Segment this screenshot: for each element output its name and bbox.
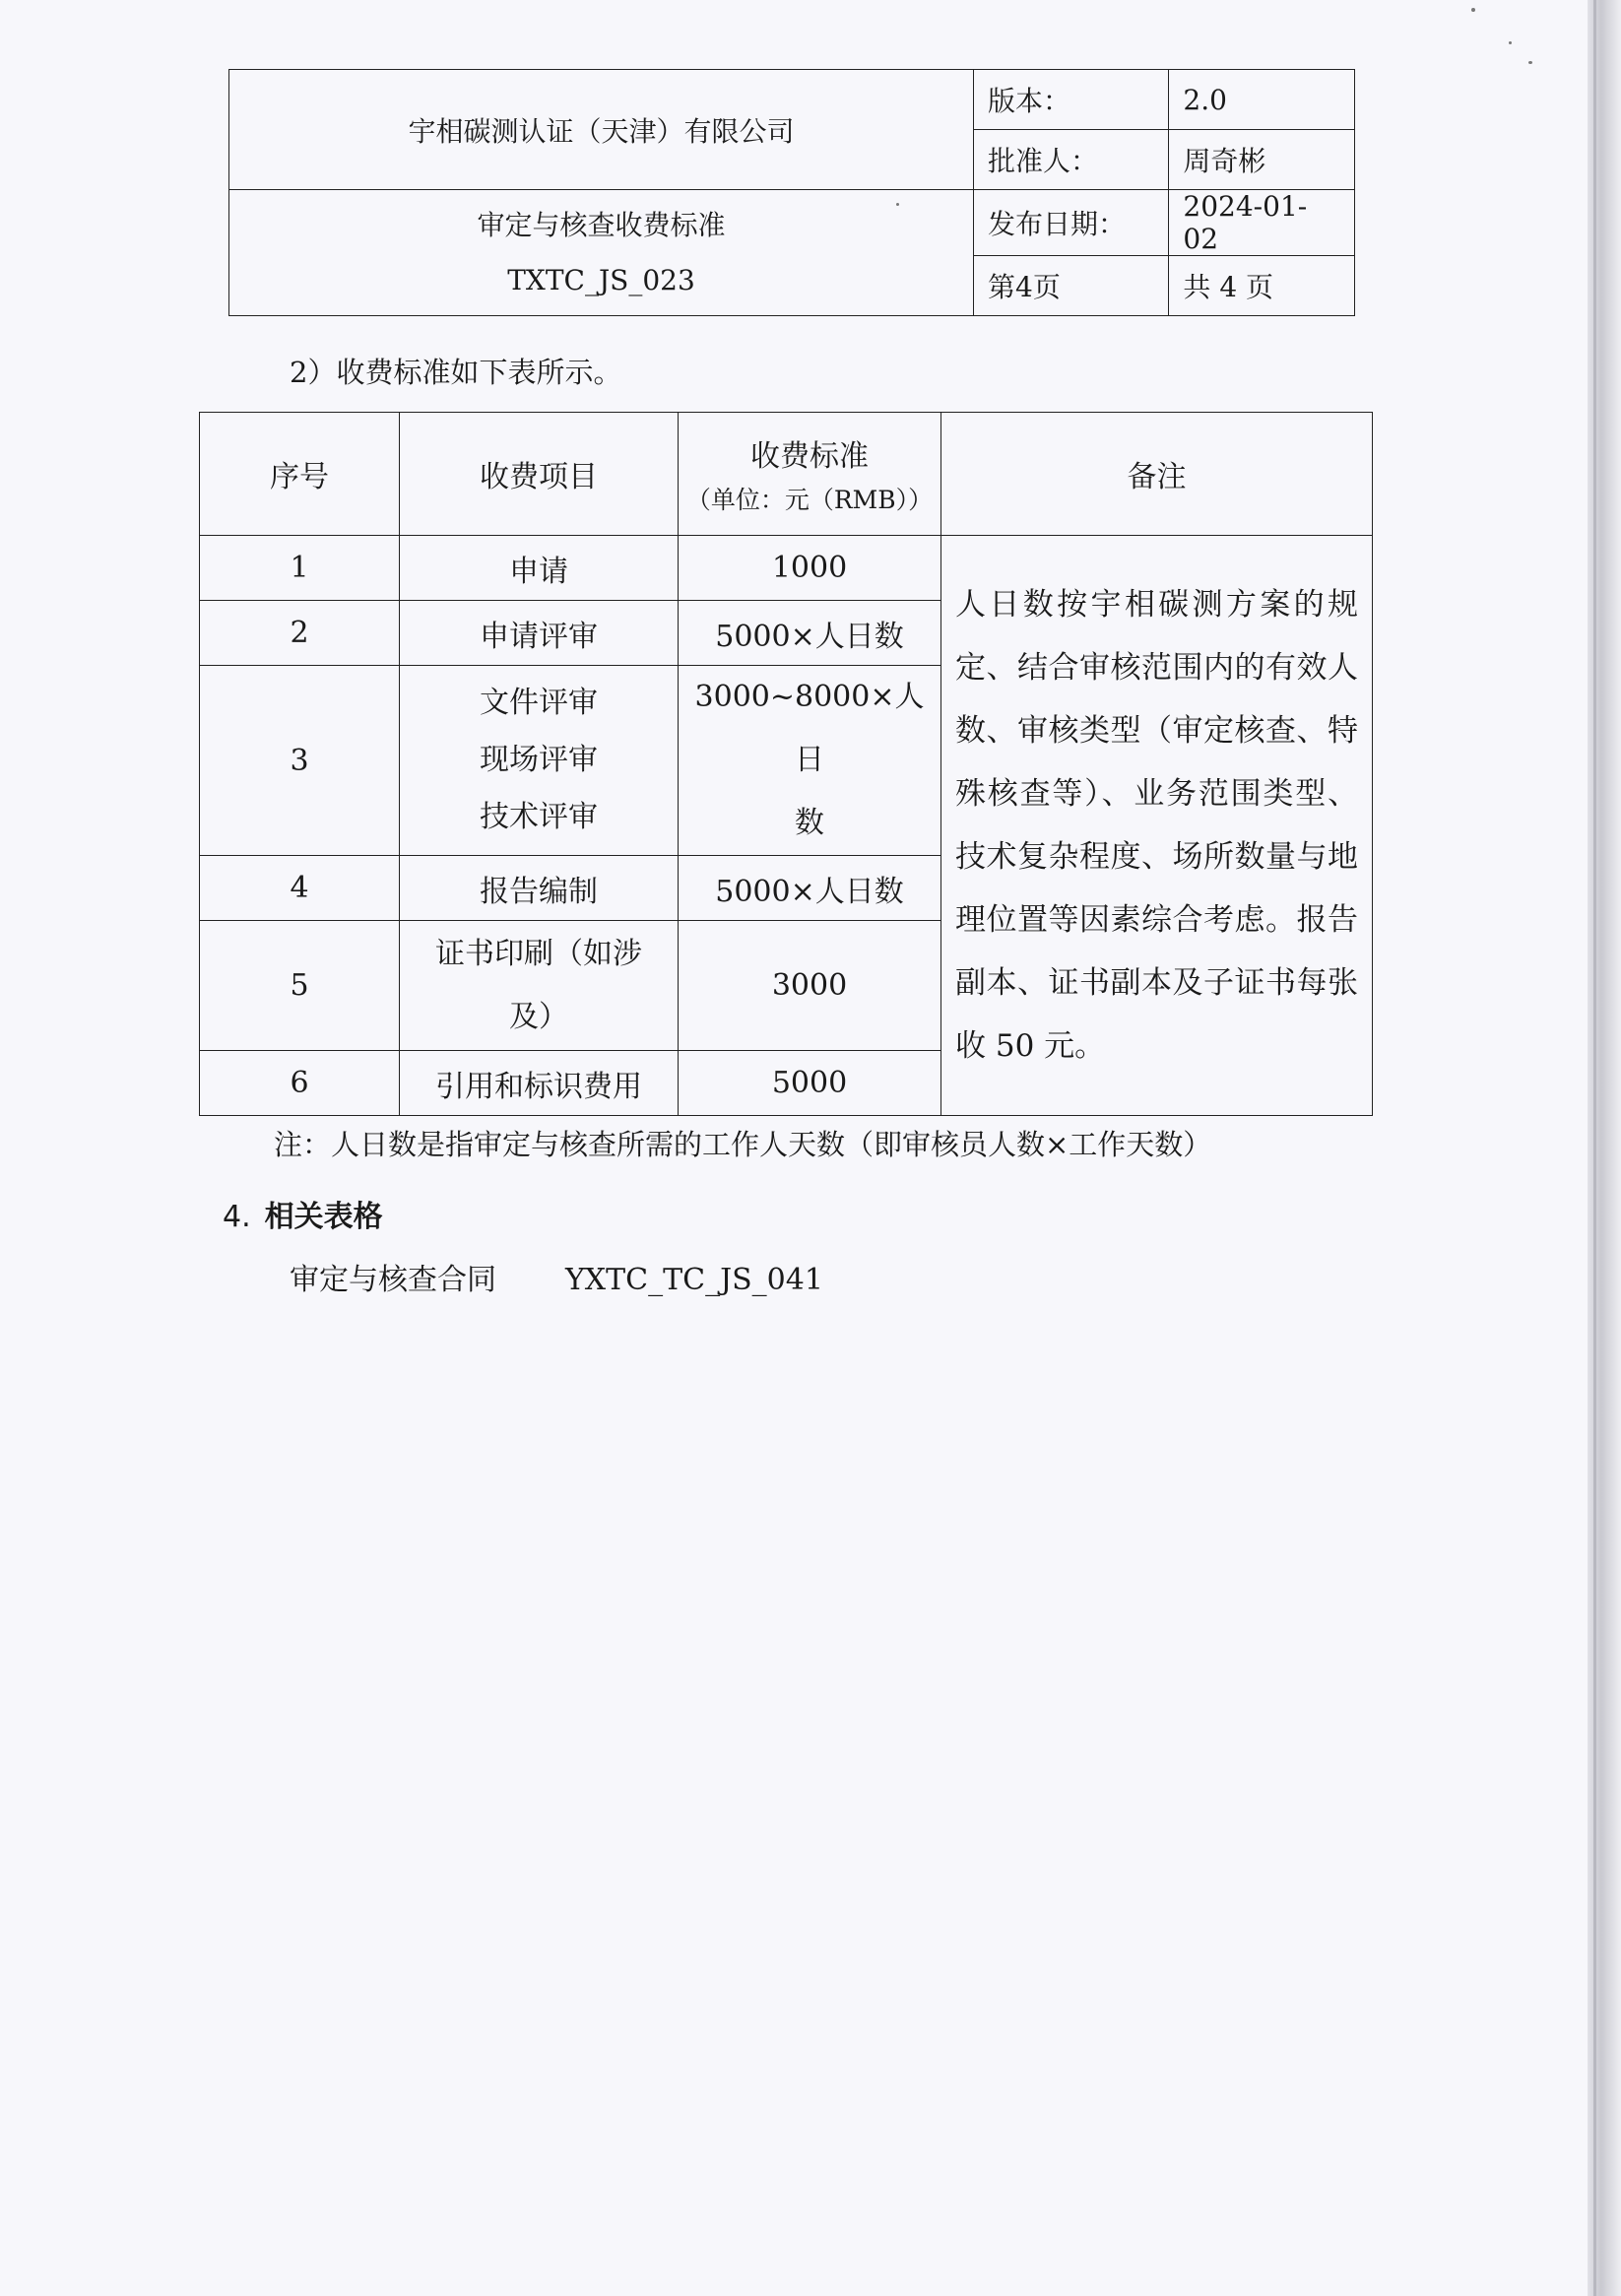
row-standard: 3000 [679, 921, 941, 1051]
row-standard-line: 数 [795, 806, 824, 840]
row-standard: 1000 [679, 536, 941, 601]
section-title: 相关表格 [264, 1200, 383, 1234]
row-standard: 5000 [679, 1051, 941, 1116]
header-remark: 备注 [941, 413, 1373, 536]
header-standard-unit: （单位：元（RMB）） [685, 486, 934, 514]
row-item: 报告编制 [400, 856, 679, 921]
row-standard-line: 3000~8000×人日 [694, 680, 925, 777]
version-value: 2.0 [1169, 70, 1355, 130]
related-form-name: 审定与核查合同 [290, 1263, 496, 1297]
header-item: 收费项目 [400, 413, 679, 536]
intro-text: 2）收费标准如下表所示。 [290, 356, 622, 389]
row-item-line: 技术评审 [480, 800, 598, 834]
row-item-line: 现场评审 [480, 743, 598, 777]
table-header-row [200, 413, 1373, 536]
scan-speck [1509, 41, 1512, 44]
row-item: 申请 [400, 536, 679, 601]
related-form-code: YXTC_TC_JS_041 [565, 1263, 823, 1297]
row-item: 申请评审 [400, 601, 679, 666]
row-item [400, 921, 679, 1051]
row-item-line: 及） [509, 999, 568, 1034]
row-item: 引用和标识费用 [400, 1051, 679, 1116]
approver-value: 周奇彬 [1169, 130, 1355, 190]
version-label: 版本： [974, 70, 1169, 130]
fee-standard-table [199, 412, 1373, 1116]
scan-speck [1471, 8, 1475, 12]
row-standard [679, 666, 941, 856]
section-heading [223, 1192, 383, 1235]
row-no: 6 [200, 1051, 400, 1116]
row-no: 3 [200, 666, 400, 856]
document-title-cell [229, 190, 974, 316]
document-code: TXTC_JS_023 [507, 263, 695, 296]
row-no: 4 [200, 856, 400, 921]
header-standard-label: 收费标准 [750, 439, 869, 474]
section-number: 4. [223, 1200, 251, 1234]
row-standard: 5000×人日数 [679, 856, 941, 921]
row-no: 5 [200, 921, 400, 1051]
row-item-line: 证书印刷（如涉 [435, 936, 642, 971]
page-total: 共 4 页 [1169, 256, 1355, 316]
scan-speck [1528, 61, 1532, 64]
date-label: 发布日期： [974, 190, 1169, 256]
row-no: 1 [200, 536, 400, 601]
table-note: 注：人日数是指审定与核查所需的工作人天数（即审核员人数×工作天数） [274, 1128, 1212, 1161]
row-item [400, 666, 679, 856]
row-no: 2 [200, 601, 400, 666]
row-standard: 5000×人日数 [679, 601, 941, 666]
document-title: 审定与核查收费标准 [477, 208, 726, 241]
approver-label: 批准人： [974, 130, 1169, 190]
related-form [290, 1255, 823, 1298]
header-standard [679, 413, 941, 536]
company-name: 宇相碳测认证（天津）有限公司 [229, 70, 974, 190]
date-value: 2024-01-02 [1169, 190, 1355, 256]
table-row [200, 536, 1373, 601]
page-number: 第4页 [974, 256, 1169, 316]
header-no: 序号 [200, 413, 400, 536]
remark-cell: 人日数按宇相碳测方案的规定、结合审核范围内的有效人数、审核类型（审定核查、特殊核查等）、业务范围类型、技术复杂程度、场所数量与地理位置等因素综合考虑。报告副本、证书副本及子证书每张收 50 元。 [941, 536, 1373, 1116]
row-item-line: 文件评审 [480, 686, 598, 720]
document-header-table [228, 69, 1355, 316]
page-edge-line [1593, 0, 1596, 2296]
